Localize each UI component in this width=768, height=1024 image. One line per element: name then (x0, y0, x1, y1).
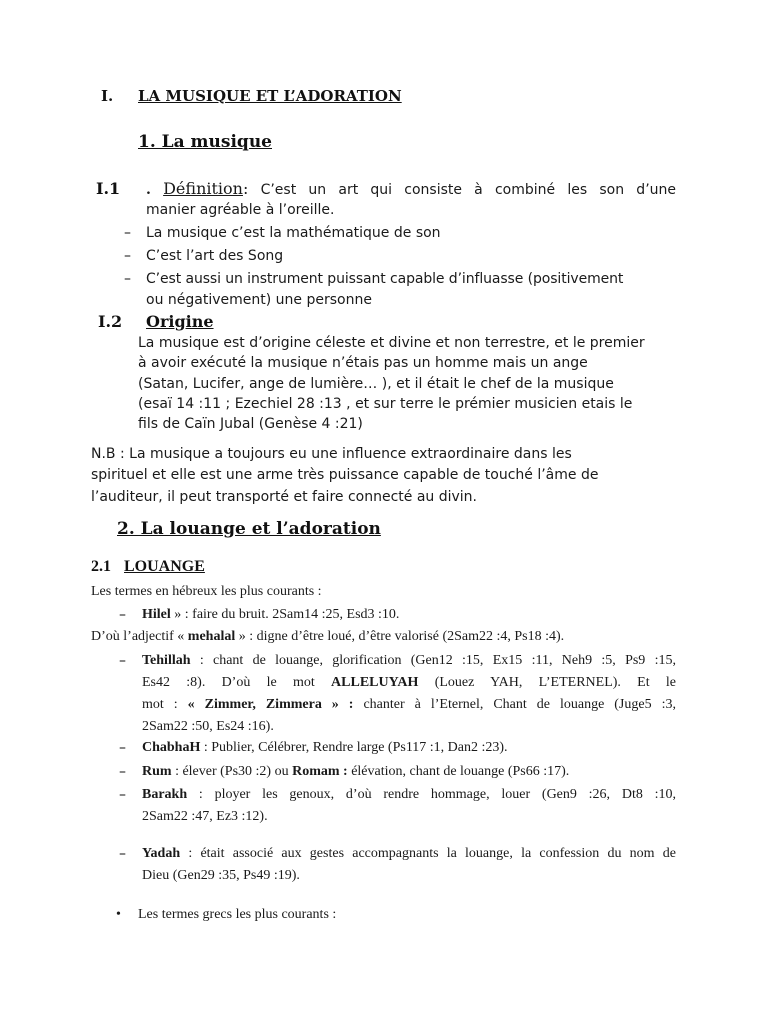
i1-title-prefix: . (146, 182, 151, 198)
mehalal-entry (91, 626, 564, 648)
romam-definition: élévation, chant de louange (Ps66 :17). (347, 764, 570, 779)
hilel-definition: » : faire du bruit. 2Sam14 :25, Esd3 :10. (170, 607, 400, 622)
section-title: LA MUSIQUE ET L’ADORATION (138, 87, 402, 105)
i1-bullet-3-line-1: C’est aussi un instrument puissant capable d’influasse (positivement (146, 271, 624, 287)
i1-text-1: C’est un art qui consiste à combiné les son d’une (248, 182, 677, 198)
yadah-term: Yadah (142, 846, 181, 861)
bullet-dash: – (119, 653, 126, 669)
i1-bullet-2: C’est l’art des Song (146, 248, 284, 264)
tehillah-text-2b: (Louez YAH, L’ETERNEL). Et le (418, 675, 676, 690)
chabhah-term: ChabhaH (142, 740, 201, 755)
i2-line-3: (Satan, Lucifer, ange de lumière… ), et il était le chef de la musique (138, 376, 614, 392)
yadah-line-2: Dieu (Gen29 :35, Ps49 :19). (142, 868, 300, 883)
tehillah-line-4: 2Sam22 :50, Es24 :16). (142, 719, 274, 734)
rum-definition: : élever (Ps30 :2) ou (171, 764, 293, 779)
i1-title: Définition (163, 179, 243, 198)
i2-line-2: à avoir exécuté la musique n’étais pas un homme mais un ange (138, 355, 588, 371)
bullet-dash: – (119, 846, 126, 862)
mehalal-pre: D’où l’adjectif « (91, 629, 188, 644)
mehalal-term: mehalal (187, 629, 236, 644)
bullet-dash: – (119, 787, 126, 803)
i1-colon: : (242, 179, 249, 198)
i1-line-2: manier agréable à l’oreille. (146, 202, 335, 218)
i1-line-1 (146, 178, 676, 201)
i2-number: I.2 (98, 312, 123, 331)
chabhah-entry (142, 737, 508, 759)
tehillah-text-3a: mot : (142, 697, 188, 712)
mehalal-definition: » : digne d’être loué, d’être valorisé (2Sam22 :4, Ps18 :4). (235, 629, 565, 644)
barakh-entry (142, 784, 676, 828)
tehillah-term: Tehillah (142, 653, 191, 668)
s21-number: 2.1 (91, 558, 111, 575)
nb-line-2: spirituel et elle est une arme très puissance capable de touché l’âme de (91, 467, 599, 483)
bullet-dot: • (116, 907, 121, 922)
alleluyah-term: ALLELUYAH (331, 675, 419, 690)
i1-definition-paragraph (146, 178, 676, 201)
tehillah-entry (142, 650, 676, 738)
bullet-dash: – (119, 607, 126, 623)
i1-number: I.1 (96, 179, 121, 198)
bullet-dash: – (124, 248, 131, 264)
barakh-term: Barakh (142, 787, 188, 802)
barakh-line-1 (142, 784, 676, 806)
bullet-dash: – (124, 225, 131, 241)
i2-line-5: fils de Caïn Jubal (Genèse 4 :21) (138, 416, 363, 432)
bullet-dash: – (119, 740, 126, 756)
tehillah-line-1 (142, 650, 676, 672)
tehillah-line-2 (142, 672, 676, 694)
yadah-line-1 (142, 843, 676, 865)
rum-entry (142, 761, 569, 783)
romam-term: Romam : (292, 764, 348, 779)
bullet-dash: – (124, 271, 131, 287)
subsection-title-musique: 1. La musique (138, 132, 272, 152)
yadah-definition: : était associé aux gestes accompagnants la louange, la confession du nom de (180, 846, 676, 861)
hilel-term: Hilel (142, 607, 171, 622)
tehillah-line-3 (142, 694, 676, 716)
i1-bullet-1: La musique c’est la mathématique de son (146, 225, 441, 241)
bullet-dash: – (119, 764, 126, 780)
i2-title: Origine (146, 312, 214, 331)
i1-bullet-3-line-2: ou négativement) une personne (146, 292, 372, 308)
chabhah-definition: : Publier, Célébrer, Rendre large (Ps117 :1, Dan2 :23). (200, 740, 508, 755)
nb-line-1: N.B : La musique a toujours eu une influence extraordinaire dans les (91, 446, 572, 462)
i2-line-1: La musique est d’origine céleste et divine et non terrestre, et le premier (138, 335, 645, 351)
yadah-entry (142, 843, 676, 887)
hilel-entry (142, 604, 399, 626)
greek-terms-heading: Les termes grecs les plus courants : (138, 907, 337, 922)
s21-title: LOUANGE (124, 558, 205, 575)
nb-line-3: l’auditeur, il peut transporté et faire connecté au divin. (91, 489, 478, 505)
rum-term: Rum (142, 764, 172, 779)
s21-intro: Les termes en hébreux les plus courants : (91, 584, 322, 599)
tehillah-text-1: : chant de louange, glorification (Gen12 :15, Ex15 :11, Neh9 :5, Ps9 :15, (190, 653, 676, 668)
i2-line-4: (esaï 14 :11 ; Ezechiel 28 :13 , et sur terre le prémier musicien etais le (138, 396, 633, 412)
tehillah-text-2a: Es42 :8). D’où le mot (142, 675, 332, 690)
section-number: I. (101, 87, 114, 105)
barakh-line-2: 2Sam22 :47, Ez3 :12). (142, 809, 268, 824)
barakh-definition: : ployer les genoux, d’où rendre hommage, louer (Gen9 :26, Dt8 :10, (187, 787, 676, 802)
tehillah-text-3b: chanter à l’Eternel, Chant de louange (Juge5 :3, (353, 697, 676, 712)
subsection-title-louange: 2. La louange et l’adoration (117, 519, 381, 539)
zimmer-term: « Zimmer, Zimmera » : (187, 697, 354, 712)
